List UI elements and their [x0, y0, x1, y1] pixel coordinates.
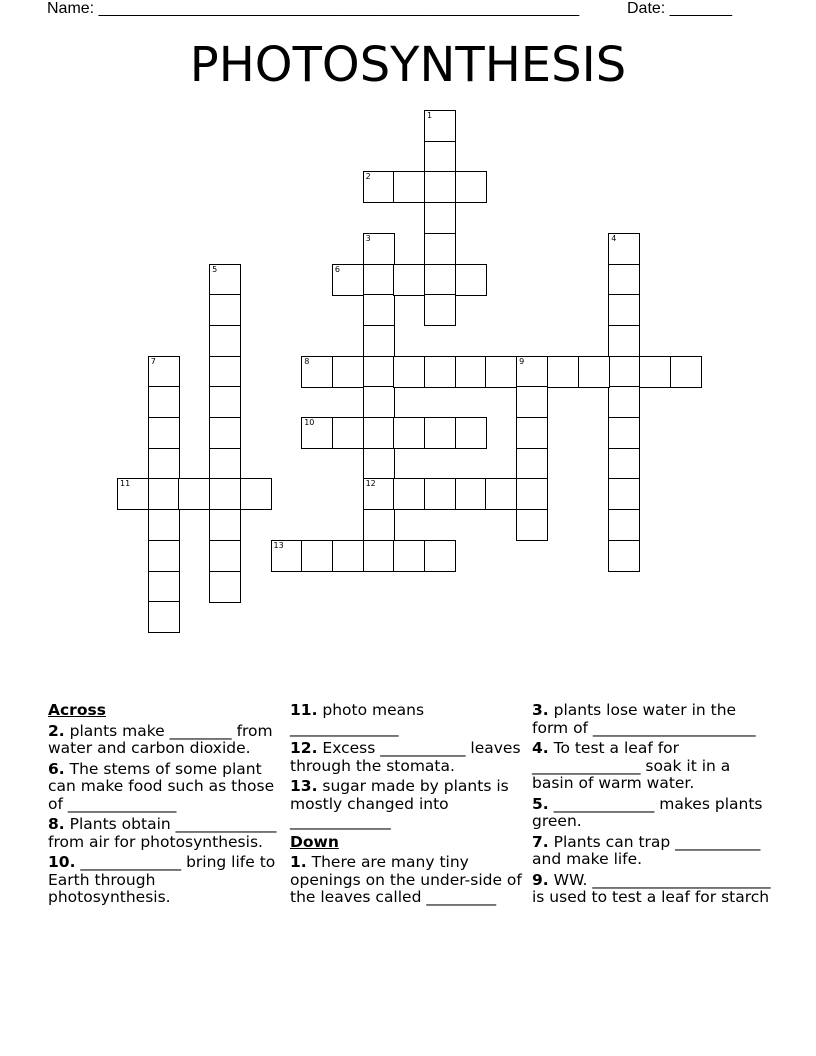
grid-cell[interactable] [424, 540, 456, 572]
grid-cell[interactable] [148, 571, 180, 603]
clue-number: 7 [150, 356, 156, 366]
grid-cell[interactable] [608, 294, 640, 326]
grid-cell[interactable] [516, 478, 548, 510]
grid-cell[interactable] [271, 540, 303, 572]
grid-cell[interactable] [363, 294, 395, 326]
grid-cell[interactable] [608, 264, 640, 296]
grid-cell[interactable] [363, 448, 395, 480]
grid-cell[interactable] [209, 509, 241, 541]
grid-cell[interactable] [209, 571, 241, 603]
page-title: PHOTOSYNTHESIS [189, 37, 627, 93]
name-field: Name: ______________________________________________________ [47, 0, 580, 17]
clue-across-11: 11. photo means ______________ [290, 701, 425, 737]
grid-cell[interactable] [332, 356, 364, 388]
grid-cell[interactable] [639, 356, 671, 388]
grid-cell[interactable] [393, 356, 425, 388]
clue-across-6: 6. The stems of some plant can make food such as those of ______________ [48, 759, 275, 813]
grid-cell[interactable] [209, 294, 241, 326]
clue-number: 2 [365, 172, 371, 182]
clue-number: 12 [365, 479, 376, 489]
grid-cell[interactable] [148, 601, 180, 633]
clue-down-7: 7. Plants can trap ___________ and make life. [532, 832, 761, 868]
down-heading: Down [290, 832, 339, 851]
grid-cell[interactable] [608, 478, 640, 510]
grid-cell[interactable] [209, 386, 241, 418]
grid-cell[interactable] [424, 110, 456, 142]
grid-cell[interactable] [332, 540, 364, 572]
grid-cell[interactable] [547, 356, 579, 388]
grid-cell[interactable] [455, 356, 487, 388]
grid-cell[interactable] [424, 294, 456, 326]
grid-cell[interactable] [608, 233, 640, 265]
grid-cell[interactable] [424, 141, 456, 173]
grid-cell[interactable] [608, 386, 640, 418]
clue-across-8: 8. Plants obtain _____________ from air for photosynthesis. [48, 815, 277, 851]
clue-number: 6 [334, 264, 340, 274]
grid-cell[interactable] [608, 540, 640, 572]
grid-cell[interactable] [148, 478, 180, 510]
grid-cell[interactable] [178, 478, 210, 510]
grid-cell[interactable] [148, 509, 180, 541]
grid-cell[interactable] [516, 386, 548, 418]
grid-cell[interactable] [485, 478, 517, 510]
clue-down-4: 4. To test a leaf for ______________ soak it in a basin of warm water. [532, 739, 731, 792]
grid-cell[interactable] [209, 540, 241, 572]
grid-cell[interactable] [240, 478, 272, 510]
grid-cell[interactable] [455, 264, 487, 296]
grid-cell[interactable] [485, 356, 517, 388]
grid-cell[interactable] [393, 264, 425, 296]
grid-cell[interactable] [117, 478, 149, 510]
grid-cell[interactable] [363, 478, 395, 510]
clue-across-2: 2. plants make ________ from water and carbon dioxide. [48, 721, 273, 757]
grid-cell[interactable] [209, 356, 241, 388]
clue-number: 10 [304, 418, 315, 427]
grid-cell[interactable] [363, 325, 395, 357]
clue-number: 11 [120, 479, 131, 489]
clue-number: 8 [304, 356, 310, 366]
grid-cell[interactable] [424, 171, 456, 203]
grid-cell[interactable] [148, 356, 180, 388]
grid-cell[interactable] [301, 417, 333, 449]
clue-down-3: 3. plants lose water in the form of _____________________ [532, 701, 756, 737]
grid-cell[interactable] [148, 448, 180, 480]
grid-cell[interactable] [363, 264, 395, 296]
grid-cell[interactable] [516, 356, 548, 388]
grid-cell[interactable] [455, 417, 487, 449]
grid-cell[interactable] [608, 509, 640, 541]
grid-cell[interactable] [209, 417, 241, 449]
grid-cell[interactable] [332, 417, 364, 449]
grid-cell[interactable] [608, 356, 640, 388]
grid-cell[interactable] [424, 356, 456, 388]
clue-across-13: 13. sugar made by plants is mostly changed into _____________ [290, 777, 509, 830]
grid-cell[interactable] [393, 171, 425, 203]
grid-cell[interactable] [424, 202, 456, 234]
grid-cell[interactable] [209, 264, 241, 296]
grid-cell[interactable] [148, 386, 180, 418]
across-heading: Across [48, 701, 106, 719]
grid-cell[interactable] [424, 478, 456, 510]
grid-cell[interactable] [363, 171, 395, 203]
grid-cell[interactable] [393, 540, 425, 572]
grid-cell[interactable] [332, 264, 364, 296]
clues-column-3 [532, 702, 772, 910]
grid-cell[interactable] [209, 448, 241, 480]
grid-cell[interactable] [424, 264, 456, 296]
grid-cell[interactable] [363, 417, 395, 449]
grid-cell[interactable] [578, 356, 610, 388]
clues-column-1 [48, 702, 280, 910]
clue-number: 9 [519, 356, 525, 366]
clue-across-10: 10. _____________ bring life to Earth through photosynthesis. [48, 853, 276, 906]
grid-cell[interactable] [455, 478, 487, 510]
clue-number: 5 [212, 264, 218, 274]
grid-cell[interactable] [516, 448, 548, 480]
grid-cell[interactable] [363, 386, 395, 418]
grid-cell[interactable] [424, 417, 456, 449]
grid-cell[interactable] [608, 448, 640, 480]
clue-across-12: 12. Excess ___________ leaves through the stomata. [290, 739, 521, 775]
grid-cell[interactable] [301, 540, 333, 572]
clue-number: 4 [611, 233, 617, 243]
grid-cell[interactable] [455, 171, 487, 203]
clue-number: 13 [273, 540, 284, 550]
grid-cell[interactable] [393, 478, 425, 510]
grid-cell[interactable] [148, 417, 180, 449]
clue-number: 3 [365, 233, 371, 243]
grid-cell[interactable] [393, 417, 425, 449]
grid-cell[interactable] [148, 540, 180, 572]
grid-cell[interactable] [363, 509, 395, 541]
grid-cell[interactable] [363, 356, 395, 388]
grid-cell[interactable] [608, 325, 640, 357]
date-field: Date: _______ [627, 0, 732, 17]
grid-cell[interactable] [670, 356, 702, 388]
clue-number: 1 [427, 111, 433, 120]
grid-cell[interactable] [608, 417, 640, 449]
grid-cell[interactable] [516, 417, 548, 449]
grid-cell[interactable] [209, 478, 241, 510]
grid-cell[interactable] [424, 233, 456, 265]
clue-down-1: 1. There are many tiny openings on the under-side of the leaves called _________ [290, 853, 522, 906]
clue-down-5: 5. _____________ makes plants green. [532, 794, 763, 830]
grid-cell[interactable] [363, 233, 395, 265]
clue-down-9: 9. WW. _______________________ is used to test a leaf for starch [532, 870, 771, 906]
grid-cell[interactable] [209, 325, 241, 357]
clues-column-2 [290, 702, 522, 910]
grid-cell[interactable] [516, 509, 548, 541]
grid-cell[interactable] [301, 356, 333, 388]
grid-cell[interactable] [363, 540, 395, 572]
